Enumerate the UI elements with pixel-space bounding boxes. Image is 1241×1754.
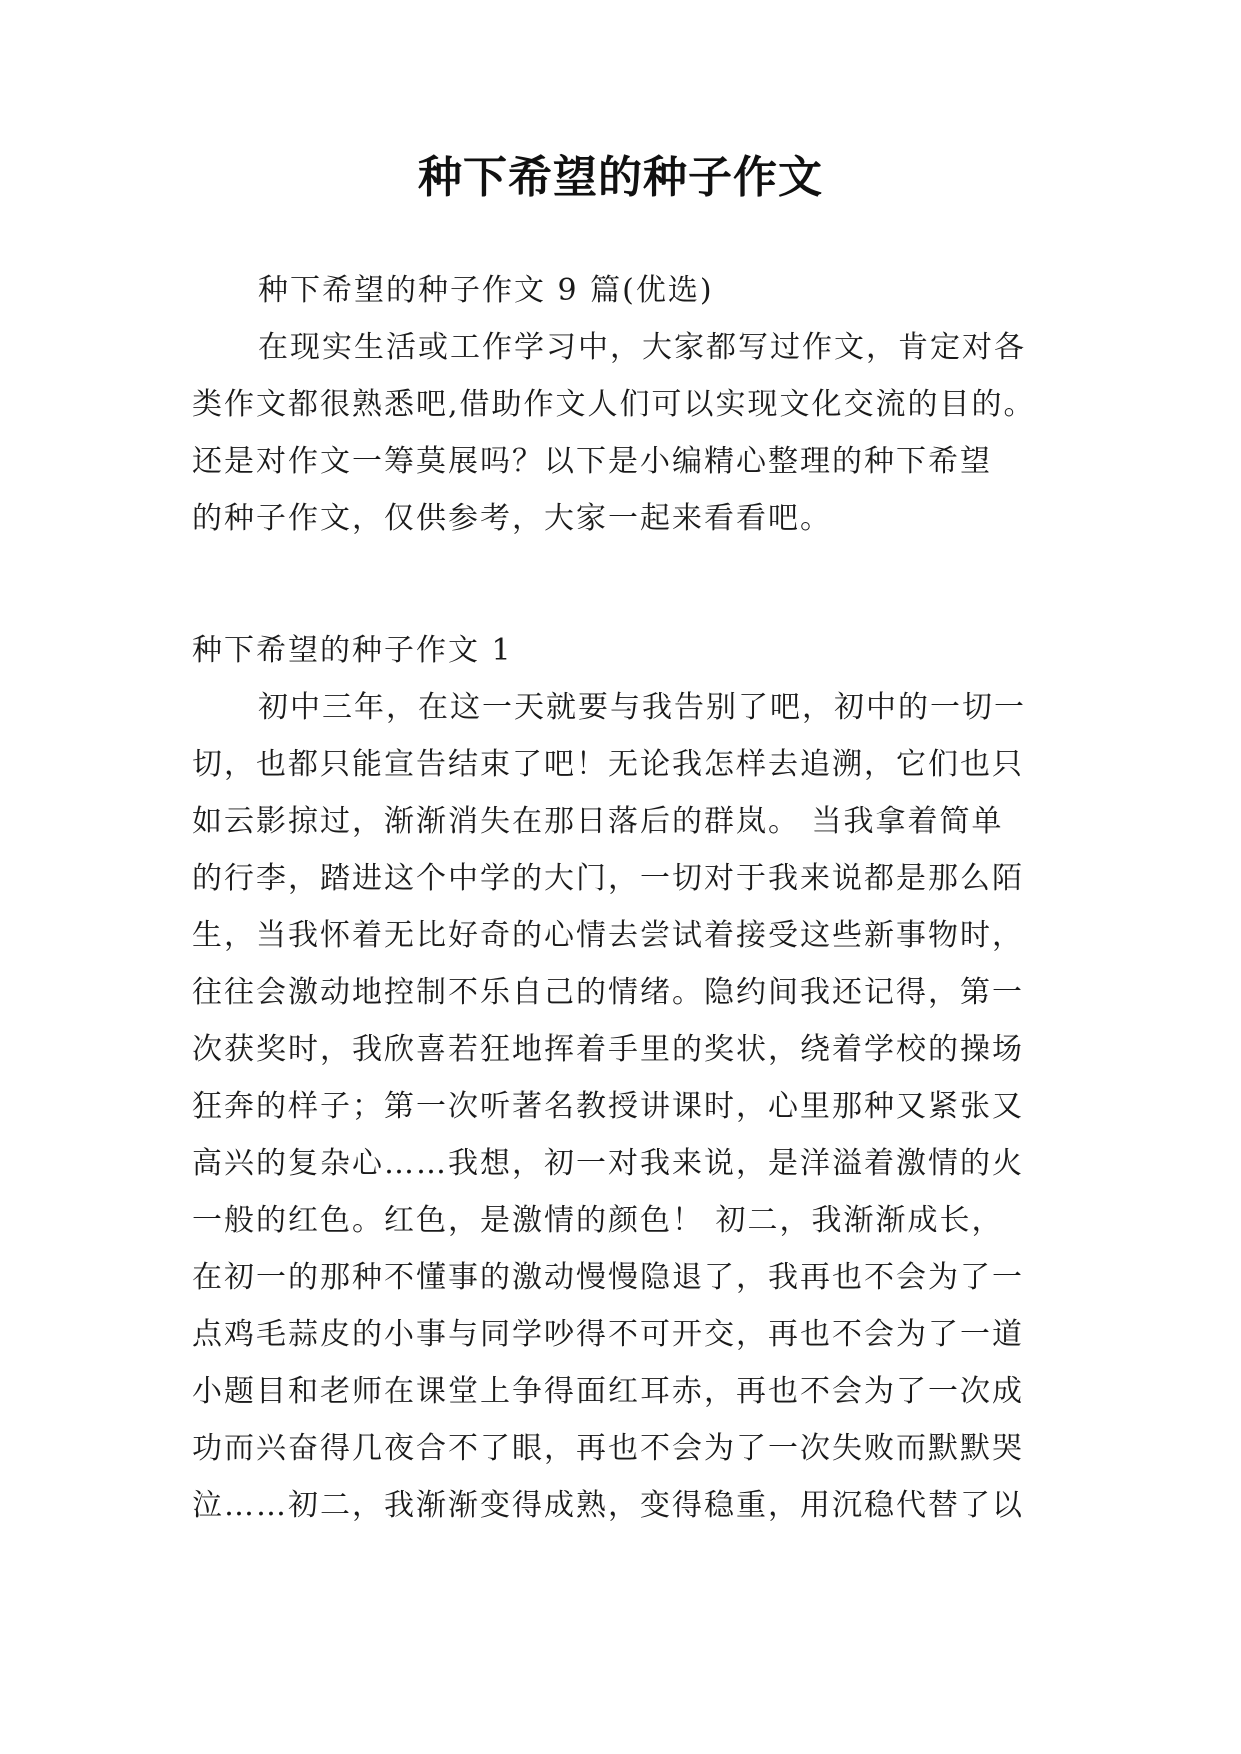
essay-line: 如云影掠过，渐渐消失在那日落后的群岚。 当我拿着简单 (192, 804, 1004, 839)
intro-line: 的种子作文，仅供参考，大家一起来看看吧。 (192, 501, 832, 536)
essay-line: 初中三年，在这一天就要与我告别了吧，初中的一切一 (258, 690, 1026, 725)
essay-block (192, 622, 1058, 1534)
section-heading: 种下希望的种子作文 1 (192, 633, 513, 668)
essay-line: 次获奖时，我欣喜若狂地挥着手里的奖状，绕着学校的操场 (192, 1032, 1024, 1067)
essay-line: 的行李，踏进这个中学的大门，一切对于我来说都是那么陌 (192, 861, 1024, 896)
essay-line: 一般的红色。红色，是激情的颜色！ 初二，我渐渐成长， (192, 1203, 1004, 1238)
intro-block (192, 262, 1058, 547)
essay-line: 生，当我怀着无比好奇的心情去尝试着接受这些新事物时， (192, 918, 1024, 953)
intro-line: 在现实生活或工作学习中，大家都写过作文，肯定对各 (258, 330, 1026, 365)
intro-line: 还是对作文一筹莫展吗？以下是小编精心整理的种下希望 (192, 444, 992, 479)
essay-line: 小题目和老师在课堂上争得面红耳赤，再也不会为了一次成 (192, 1374, 1024, 1409)
essay-line: 泣……初二，我渐渐变得成熟，变得稳重，用沉稳代替了以 (192, 1488, 1024, 1523)
essay-line: 高兴的复杂心……我想，初一对我来说，是洋溢着激情的火 (192, 1146, 1024, 1181)
intro-line: 类作文都很熟悉吧,借助作文人们可以实现文化交流的目的。 (192, 387, 1036, 422)
essay-line: 在初一的那种不懂事的激动慢慢隐退了，我再也不会为了一 (192, 1260, 1024, 1295)
document-title: 种下希望的种子作文 (418, 152, 823, 203)
essay-line: 功而兴奋得几夜合不了眼，再也不会为了一次失败而默默哭 (192, 1431, 1024, 1466)
document-subtitle: 种下希望的种子作文 9 篇(优选) (258, 273, 714, 308)
essay-line: 切，也都只能宣告结束了吧！无论我怎样去追溯，它们也只 (192, 747, 1024, 782)
essay-line: 狂奔的样子；第一次听著名教授讲课时，心里那种又紧张又 (192, 1089, 1024, 1124)
essay-line: 往往会激动地控制不乐自己的情绪。隐约间我还记得，第一 (192, 975, 1024, 1010)
essay-line: 点鸡毛蒜皮的小事与同学吵得不可开交，再也不会为了一道 (192, 1317, 1024, 1352)
